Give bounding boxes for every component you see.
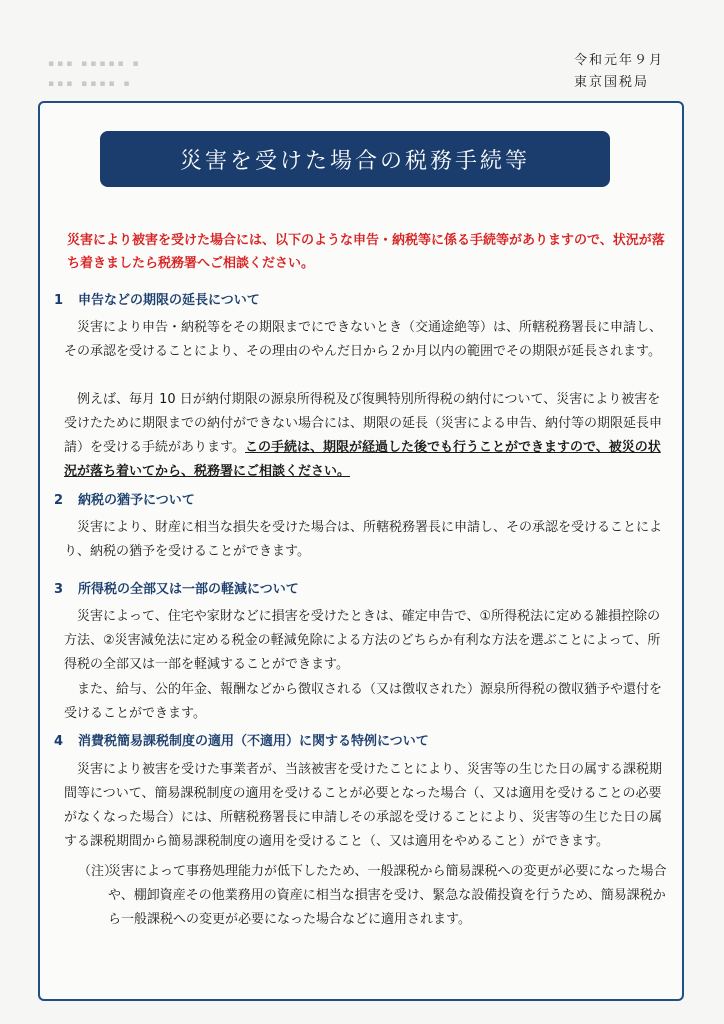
- issue-date: 令和元年９月: [573, 53, 664, 68]
- issuer-block: [574, 50, 664, 94]
- section-4-note: [64, 860, 670, 932]
- faint-stamp: ▪▪▪ ▪▪▪▪▪ ▪ ▪▪▪ ▪▪▪▪ ▪: [48, 59, 142, 89]
- section-number: 4: [54, 734, 64, 749]
- section-1-emphasis: この手続は、期限が経過した後でも行うことができますので、被災の状況が落ち着いてから、税務署にご相談ください。: [64, 440, 661, 479]
- section-2-heading: [54, 491, 195, 511]
- section-1-paragraph-1: 災害により申告・納税等をその期限までにできないとき（交通途絶等）は、所轄税務署長に申請し、その承認を受けることにより、その理由のやんだ日から２か月以内の範囲でその期限が延長されます。: [64, 320, 663, 359]
- intro-notice: [54, 229, 670, 275]
- issuing-office: 東京国税局: [573, 75, 649, 90]
- note-label: （注）: [78, 864, 118, 879]
- section-number: 3: [54, 582, 64, 597]
- intro-text: 災害により被害を受けた場合には、以下のような申告・納税等に係る手続等がありますので、状況が落ち着きましたら税務署へご相談ください。: [67, 233, 665, 271]
- section-4-heading: [54, 732, 429, 752]
- section-number: 2: [54, 493, 64, 508]
- section-1-example-text: 例えば、毎月 10 日が納付期限の源泉所得税及び復興特別所得税の納付について、災害により被害を受けたために期限までの納付ができない場合には、期限の延長（災害による申告、納付等の期限延長申請）を受ける手続があります。: [64, 392, 663, 455]
- section-title: 申告などの期限の延長について: [78, 293, 260, 308]
- section-title: 所得税の全部又は一部の軽減について: [78, 582, 299, 597]
- page-title: 災害を受けた場合の税務手続等: [179, 148, 530, 174]
- section-1-paragraph-2: [64, 388, 670, 484]
- note-text: 災害によって事務処理能力が低下したため、一般課税から簡易課税への変更が必要になった場合や、棚卸資産その他業務用の資産に相当な損害を受け、緊急な設備投資を行うため、簡易課税から一般課税への変更が必要になった場合などに適用されます。: [108, 864, 667, 927]
- title-banner: [100, 131, 610, 187]
- section-3-paragraph-2: また、給与、公的年金、報酬などから徴収される（又は徴収された）源泉所得税の徴収猶予や還付を受けることができます。: [64, 682, 663, 721]
- section-number: 1: [54, 293, 64, 308]
- section-2-paragraph-1: 災害により、財産に相当な損失を受けた場合は、所轄税務署長に申請し、その承認を受けることにより、納税の猶予を受けることができます。: [64, 520, 663, 559]
- section-1-heading: [54, 291, 260, 311]
- section-3-heading: [54, 580, 299, 600]
- section-title: 納税の猶予について: [78, 493, 195, 508]
- section-title: 消費税簡易課税制度の適用（不適用）に関する特例について: [78, 734, 429, 749]
- section-4-paragraph-1: 災害により被害を受けた事業者が、当該被害を受けたことにより、災害等の生じた日の属する課税期間等について、簡易課税制度の適用を受けることが必要となった場合（、又は適用を受けることの必要がなくなった場合）には、所轄税務署長に申請しその承認を受けることにより、災害等の生じた日の属する課税期間から簡易課税制度の適用を受けること（、又は適用をやめること）ができます。: [64, 762, 663, 849]
- section-3-paragraph-1: 災害によって、住宅や家財などに損害を受けたときは、確定申告で、①所得税法に定める雑損控除の方法、②災害減免法に定める税金の軽減免除による方法のどちらか有利な方法を選ぶことによって、所得税の全部又は一部を軽減することができます。: [64, 609, 661, 672]
